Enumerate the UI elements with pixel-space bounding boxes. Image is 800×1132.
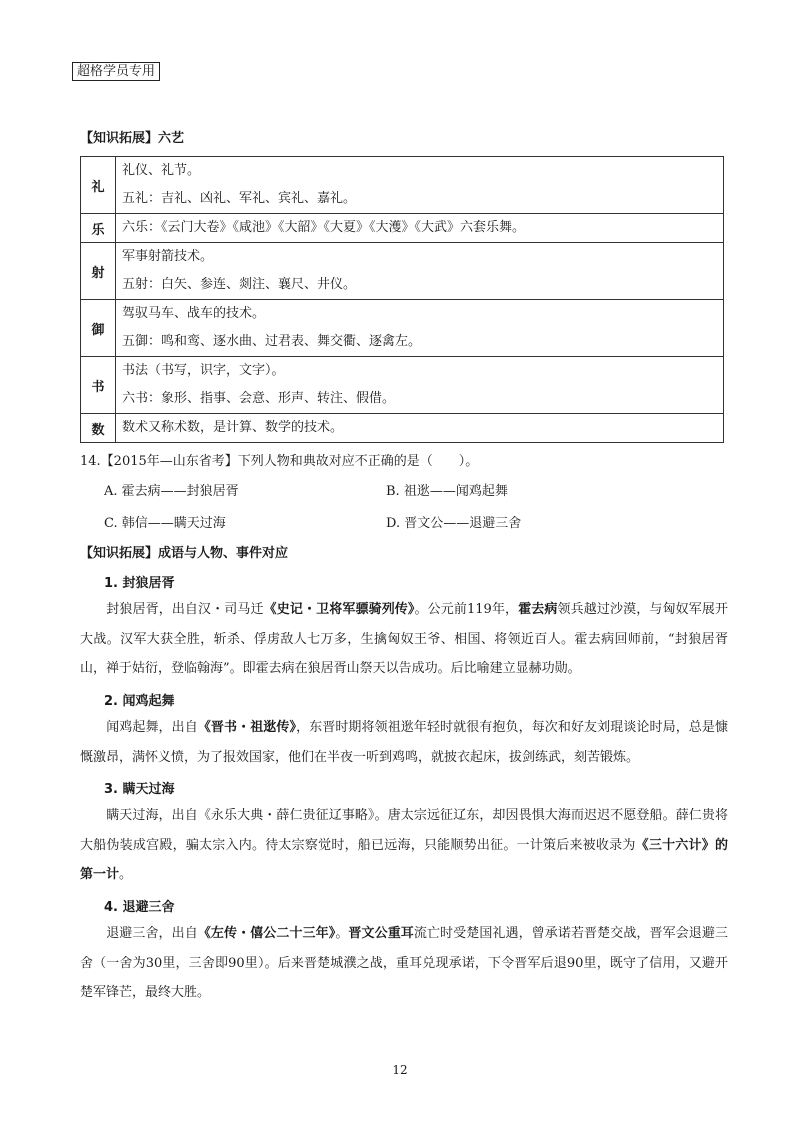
section-paragraph	[80, 713, 728, 772]
row-key: 乐	[81, 214, 116, 243]
paragraph-text: 领兵越过沙漠，与匈奴军展开大战。汉军大获全胜，斩杀、俘虏敌人七万多，生擒匈奴王爷、相国、将领近百人。霍去病回师前，“封狼居胥山，禅于姑衍，登临翰海”。即霍去病在狼居胥山祭天以告成功。后比喻建立显赫功勋。	[80, 602, 728, 676]
row-line: 驾驭马车、战车的技术。	[122, 306, 266, 321]
row-content	[116, 414, 724, 443]
row-line: 五射：白矢、参连、剡注、襄尺、井仪。	[122, 277, 357, 292]
row-content	[116, 357, 724, 414]
paragraph-text: 。公元前119年，	[414, 602, 519, 617]
table-row	[81, 414, 724, 443]
paragraph-emphasis: 《三十六计》的第一计	[80, 837, 728, 882]
row-line: 军事射箭技术。	[122, 249, 214, 264]
row-key: 书	[81, 357, 116, 414]
section-title: 2. 闻鸡起舞	[104, 694, 175, 709]
row-key: 御	[81, 300, 116, 357]
row-content	[116, 243, 724, 300]
header-stamp: 超格学员专用	[72, 62, 160, 81]
section-paragraph	[80, 919, 728, 1008]
paragraph-emphasis: 霍去病	[518, 602, 558, 617]
table-row	[81, 157, 724, 214]
paragraph-emphasis: 《晋书・祖逖传》	[197, 720, 297, 735]
table-heading: 【知识拓展】六艺	[80, 131, 185, 146]
paragraph-text: 。	[335, 926, 349, 941]
row-line: 六乐：《云门大卷》《咸池》《大韶》《大夏》《大濩》《大武》六套乐舞。	[122, 220, 526, 235]
section-title: 4. 退避三舍	[104, 900, 175, 915]
paragraph-text: 闻鸡起舞，出自	[106, 720, 198, 735]
option-c: C. 韩信——瞒天过海	[104, 516, 226, 531]
option-a: A. 霍去病——封狼居胥	[104, 484, 239, 499]
row-key: 射	[81, 243, 116, 300]
section-title: 3. 瞒天过海	[104, 782, 175, 797]
question-stem: 14.【2015年—山东省考】下列人物和典故对应不正确的是（ ）。	[80, 454, 479, 469]
row-key: 数	[81, 414, 116, 443]
section-title: 1. 封狼居胥	[104, 576, 175, 591]
option-d: D. 晋文公——退避三舍	[386, 516, 522, 531]
paragraph-emphasis: 晋文公重耳	[348, 926, 414, 941]
row-content	[116, 214, 724, 243]
row-key: 礼	[81, 157, 116, 214]
row-content	[116, 157, 724, 214]
paragraph-text: 封狼居胥，出自汉・司马迁	[106, 602, 264, 617]
paragraph-text: ，东晋时期将领祖逖年轻时就很有抱负，每次和好友刘琨谈论时局，总是慷慨激昂，满怀义愤，为了报效国家，他们在半夜一听到鸡鸣，就披衣起床，拔剑练武，刻苦锻炼。	[80, 720, 728, 765]
paragraph-text: 流亡时受楚国礼遇，曾承诺若晋楚交战，晋军会退避三舍（一舍为30里，三舍即90里）。后来晋楚城濮之战，重耳兑现承诺，下令晋军后退90里，既守了信用，又避开楚军锋芒，最终大胜。	[80, 926, 728, 1000]
row-line: 五礼：吉礼、凶礼、军礼、宾礼、嘉礼。	[122, 191, 357, 206]
option-b: B. 祖逖——闻鸡起舞	[386, 484, 508, 499]
table-row	[81, 243, 724, 300]
paragraph-text: 瞒天过海，出自《永乐大典・薛仁贵征辽事略》。唐太宗远征辽东，却因畏惧大海而迟迟不愿登船。薛仁贵将大船伪装成宫殿，骗太宗入内。待太宗察觉时，船已远海，只能顺势出征。一计策后来被收录为	[80, 808, 728, 853]
row-line: 六书：象形、指事、会意、形声、转注、假借。	[122, 391, 396, 406]
section-paragraph	[80, 801, 728, 890]
table-row	[81, 357, 724, 414]
extension-heading: 【知识拓展】成语与人物、事件对应	[80, 546, 289, 561]
page-number: 12	[392, 1063, 408, 1077]
section-paragraph	[80, 595, 728, 684]
table-row	[81, 214, 724, 243]
row-line: 五御：鸣和鸾、逐水曲、过君表、舞交衢、逐禽左。	[122, 334, 422, 349]
row-line: 礼仪、礼节。	[122, 163, 201, 178]
row-content	[116, 300, 724, 357]
paragraph-text: 退避三舍，出自	[106, 926, 198, 941]
six-arts-table	[80, 156, 724, 443]
paragraph-emphasis: 《左传・僖公二十三年》	[197, 926, 336, 941]
table-row	[81, 300, 724, 357]
row-line: 书法（书写，识字，文字）。	[122, 363, 285, 378]
row-line: 数术又称术数，是计算、数学的技术。	[122, 420, 344, 435]
paragraph-text: 。	[119, 867, 133, 882]
paragraph-emphasis: 《史记・卫将军骠骑列传》	[263, 602, 415, 617]
